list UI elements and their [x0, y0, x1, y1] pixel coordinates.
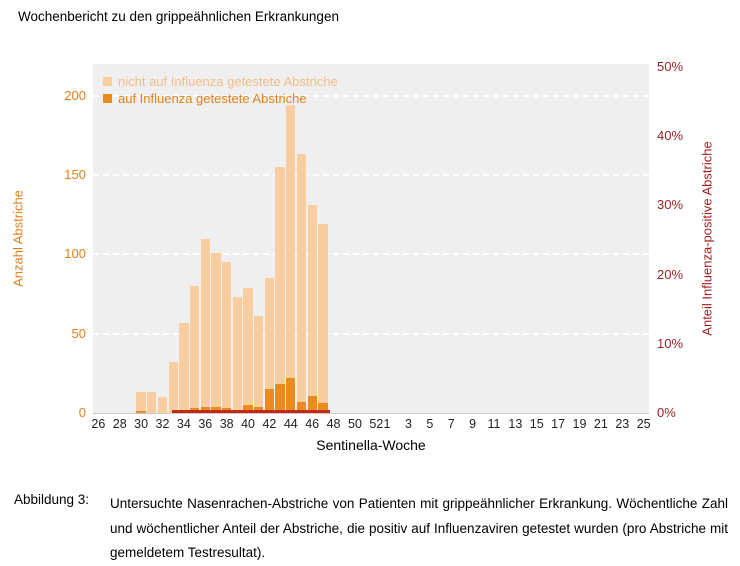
- legend-label-not-tested: nicht auf Influenza getestete Abstriche: [118, 74, 338, 89]
- y-axis-ticks-right: [657, 58, 701, 420]
- x-tick-week-9: 9: [469, 417, 477, 431]
- x-tick-week-30: 30: [134, 417, 149, 431]
- x-axis-label: Sentinella-Woche: [316, 437, 426, 453]
- x-tick-week-25: 25: [636, 417, 651, 431]
- x-tick-week-48: 48: [326, 417, 341, 431]
- bar-not-tested-week-40: [243, 288, 252, 413]
- page-title: Wochenbericht zu den grippeähnlichen Erkrankungen: [18, 9, 339, 24]
- x-tick-week-21: 21: [593, 417, 608, 431]
- x-tick-week-32: 32: [155, 417, 170, 431]
- bar-not-tested-week-36: [201, 239, 210, 414]
- x-tick-week-34: 34: [176, 417, 191, 431]
- bar-tested-week-44: [286, 378, 295, 413]
- y-axis-label-right: Anteil Influenza-positive Abstriche: [699, 141, 715, 336]
- x-tick-week-23: 23: [615, 417, 630, 431]
- x-tick-week-15: 15: [529, 417, 544, 431]
- x-tick-week-36: 36: [198, 417, 213, 431]
- x-tick-week-40: 40: [241, 417, 255, 431]
- y-tick-left-50: 50: [71, 325, 86, 341]
- x-tick-week-26: 26: [91, 417, 106, 431]
- gridline-100: [93, 253, 649, 255]
- x-tick-week-1: 1: [383, 417, 391, 431]
- x-tick-week-17: 17: [551, 417, 566, 431]
- x-tick-week-7: 7: [447, 417, 455, 431]
- bar-not-tested-week-34: [179, 323, 188, 413]
- x-tick-week-50: 50: [348, 417, 362, 431]
- y-axis-ticks-left: [40, 64, 86, 420]
- x-tick-week-3: 3: [404, 417, 412, 431]
- legend-item-not-tested: [103, 73, 338, 90]
- bar-not-tested-week-31: [147, 392, 156, 413]
- x-tick-week-52: 52: [369, 417, 384, 431]
- bar-not-tested-week-32: [158, 397, 167, 413]
- bar-not-tested-week-38: [222, 262, 231, 413]
- bar-not-tested-week-39: [233, 297, 242, 413]
- gridline-150: [93, 174, 649, 176]
- y-tick-right-20: 20%: [657, 266, 684, 282]
- bar-not-tested-week-44: [286, 105, 295, 413]
- bar-not-tested-week-43: [275, 167, 284, 413]
- positive-share-line: [172, 410, 330, 414]
- y-axis-label-left: Anzahl Abstriche: [10, 190, 26, 287]
- caption-text: Untersuchte Nasenrachen-Abstriche von Patienten mit grippeähnlicher Erkrankung. Wöchentliche Zahl und wöchentlicher Anteil der Abstriche, die positiv auf Influenzaviren getestet wurden (pro Abstriche mit gemeldetem Testresultat).: [110, 496, 728, 561]
- bar-not-tested-week-33: [169, 362, 178, 413]
- y-tick-right-50: 50%: [657, 58, 684, 74]
- bar-not-tested-week-37: [211, 253, 220, 413]
- x-tick-week-11: 11: [487, 417, 501, 431]
- x-tick-week-13: 13: [508, 417, 523, 431]
- y-tick-right-40: 40%: [657, 128, 684, 144]
- y-tick-right-0: 0%: [657, 405, 676, 420]
- legend-swatch-not-tested-icon: [103, 77, 112, 86]
- y-tick-left-200: 200: [64, 87, 86, 103]
- x-tick-week-42: 42: [262, 417, 277, 431]
- legend-swatch-tested-icon: [103, 94, 112, 103]
- plot-area: [93, 64, 649, 414]
- y-tick-left-100: 100: [64, 246, 86, 262]
- x-tick-week-46: 46: [305, 417, 320, 431]
- gridline-50: [93, 333, 649, 335]
- x-tick-week-44: 44: [283, 417, 298, 431]
- bar-not-tested-week-45: [297, 154, 306, 413]
- bar-not-tested-week-47: [318, 224, 327, 413]
- legend-label-tested: auf Influenza getestete Abstriche: [118, 91, 307, 106]
- x-axis-ticks: [93, 417, 649, 433]
- bar-not-tested-week-30: [136, 392, 145, 413]
- x-tick-week-5: 5: [426, 417, 434, 431]
- x-tick-week-19: 19: [572, 417, 587, 431]
- y-tick-left-0: 0: [78, 405, 86, 420]
- y-tick-right-30: 30%: [657, 197, 684, 213]
- legend: [103, 73, 338, 107]
- bar-not-tested-week-41: [254, 316, 263, 413]
- y-tick-right-10: 10%: [657, 335, 684, 351]
- y-tick-left-150: 150: [64, 167, 86, 183]
- bar-not-tested-week-35: [190, 286, 199, 413]
- x-tick-week-28: 28: [112, 417, 127, 431]
- legend-item-tested: [103, 90, 338, 107]
- bar-not-tested-week-46: [308, 205, 317, 413]
- bar-tested-week-30: [136, 411, 145, 413]
- caption-label: Abbildung 3:: [14, 492, 90, 507]
- x-tick-week-38: 38: [219, 417, 234, 431]
